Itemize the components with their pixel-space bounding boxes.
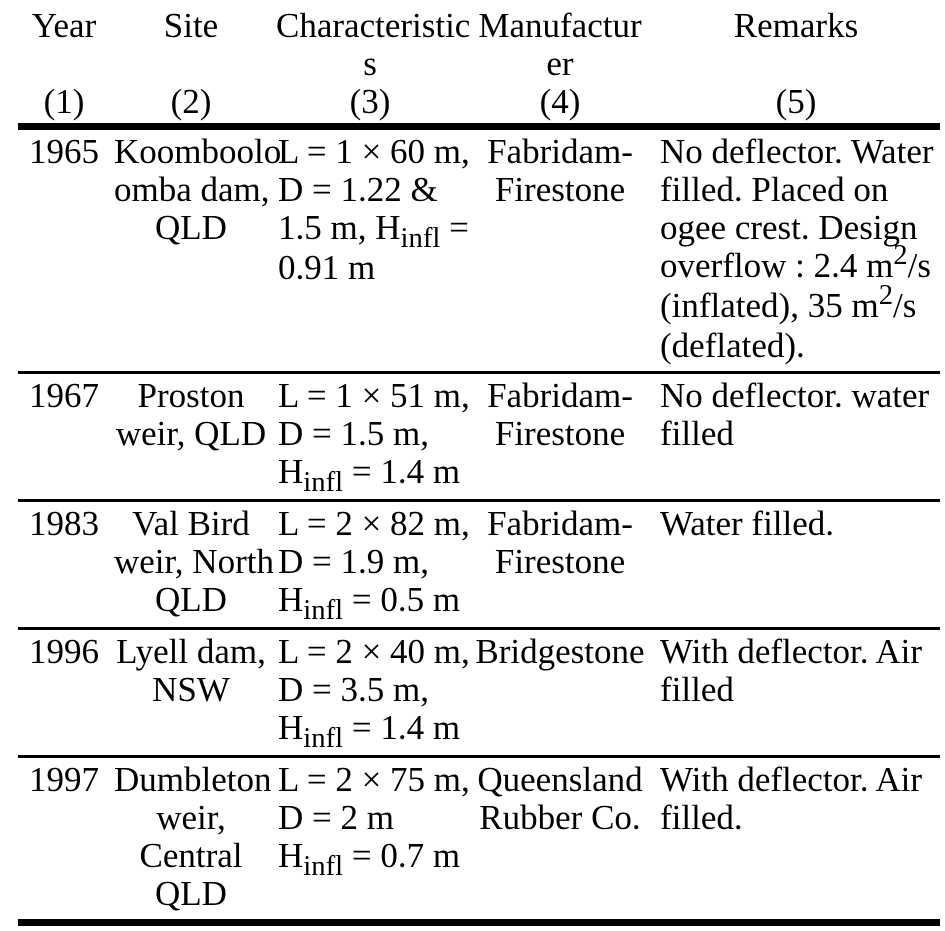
cell-site: Koomboolo omba dam, QLD [114, 132, 282, 247]
cell-characteristics: L = 1 × 51 m, D = 1.5 m, $H_{infl} = 1.4$ m [278, 376, 470, 499]
cell-year: 1965 [29, 132, 99, 171]
cell-year: 1996 [29, 632, 99, 671]
col-number-1: (1) [43, 82, 85, 121]
cell-manufacturer: Bridgestone [475, 632, 645, 671]
cell-characteristics: L = 2 × 40 m, D = 3.5 m, $H_{infl} = 1.4$ m [278, 632, 470, 755]
table-row-1997 [18, 757, 940, 923]
col-header-year [18, 4, 110, 127]
col-number-2: (2) [170, 82, 212, 121]
col-number-5: (5) [775, 82, 817, 121]
cell-manufacturer: Queensland Rubber Co. [477, 760, 643, 837]
cell-manufacturer: Fabridam- Firestone [487, 504, 633, 581]
col-label-site: Site [163, 6, 219, 45]
cell-characteristics: L = 2 × 82 m, D = 1.9 m, $H_{infl} = 0.5$ m [278, 504, 470, 627]
cell-remarks: With deflector. Air filled. [660, 760, 922, 837]
col-header-site [110, 4, 272, 127]
col-header-manufacturer [468, 4, 652, 127]
table-body [18, 127, 940, 923]
cell-characteristics: L = 1 × 60 m, D = 1.22 & 1.5 m, $H_{infl}$ = 0.91 m [278, 132, 470, 287]
table-row-1983 [18, 501, 940, 629]
table-header [18, 4, 940, 127]
cell-manufacturer: Fabridam- Firestone [487, 376, 633, 453]
cell-manufacturer: Fabridam- Firestone [487, 132, 633, 209]
cell-characteristics: L = 2 × 75 m, D = 2 m $H_{infl} = 0.7$ m [278, 760, 470, 883]
cell-site: Dumbleton weir, Central QLD [114, 760, 272, 913]
col-label-characteristics: Characteristic s [276, 6, 471, 83]
cell-remarks: With deflector. Air filled [660, 632, 922, 709]
col-label-year: Year [31, 6, 97, 45]
rubber-dam-table [18, 4, 940, 926]
cell-year: 1997 [29, 760, 99, 799]
col-header-remarks [652, 4, 940, 127]
header-row [18, 4, 940, 127]
cell-year: 1983 [29, 504, 99, 543]
cell-remarks: No deflector. water filled [660, 376, 930, 453]
table-row-1996 [18, 629, 940, 757]
col-header-characteristics [272, 4, 471, 127]
table-row-1967 [18, 373, 940, 501]
cell-remarks: Water filled. [660, 504, 835, 543]
cell-year: 1967 [29, 376, 99, 415]
cell-site: Lyell dam, NSW [116, 632, 266, 709]
col-number-4: (4) [539, 82, 581, 121]
col-label-remarks: Remarks [733, 6, 859, 45]
col-label-manufacturer: Manufactur er [478, 6, 642, 83]
cell-remarks: No deflector. Water filled. Placed on ogee crest. Design overflow : 2.4 $m^2/s$ (inflated), 35 $m^2/s$ (deflated). [660, 132, 934, 365]
table-row-1965 [18, 127, 940, 373]
cell-site: Proston weir, QLD [115, 376, 267, 453]
col-number-3: (3) [349, 82, 391, 121]
cell-site: Val Bird weir, North QLD [114, 504, 274, 619]
